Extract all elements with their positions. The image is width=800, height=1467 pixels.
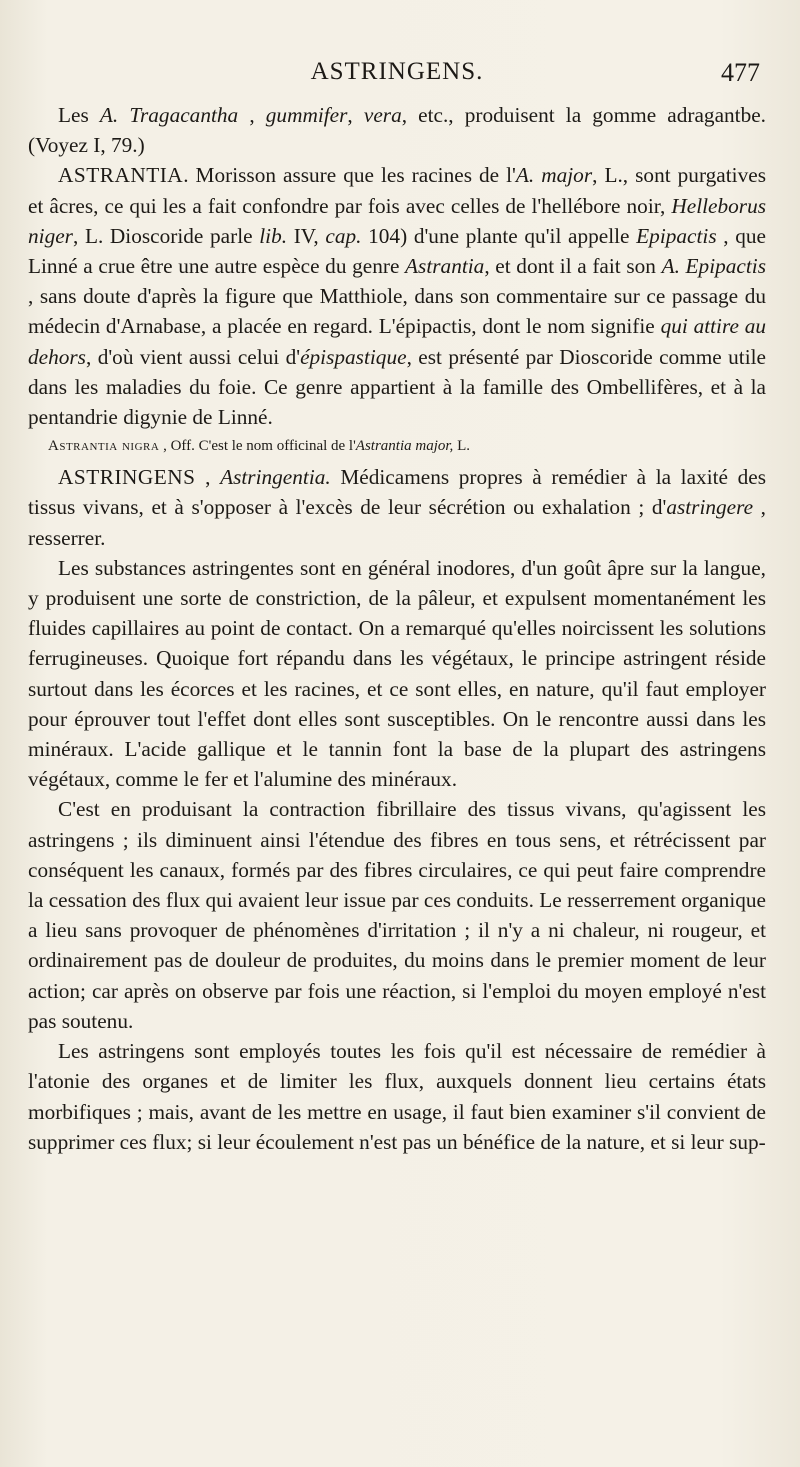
paragraph-emploi: Les astringens sont employés toutes les fois qu'il est nécessaire de remédier à l'atonie des organes et de limiter les flux, auxquels donnent lieu certains états morbifiques ; mais, avant de les mettre en usage, il faut bien examiner s'il convient de supprimer ces flux; si leur écoulement n'est pas un bénéfice de la nature, et si leur sup- xyxy=(28,1039,766,1154)
page-number: 477 xyxy=(721,58,760,87)
entry-headword: ASTRINGENS xyxy=(58,465,196,490)
entry-astrantia: ASTRANTIA. Morisson assure que les racines de l'A. major, L., sont purgatives et âcres, ce qui les a fait confondre par fois avec celles de l'hellébore noir, Helleborus niger, L. Dioscoride parle lib. IV, cap. 104) d'une plante qu'il appelle Epipactis , que Linné a crue être une autre espèce du genre Astrantia, et dont il a fait son A. Epipactis , sans doute d'après la figure que Matthiole, dans son commentaire sur ce passage du médecin d'Arnabase, a placée en regard. L'épipactis, dont le nom signifie qui attire au dehors, d'où vient aussi celui d'épispastique, est présenté par Dioscoride comme utile dans les maladies du foie. Ce genre appartient à la famille des Ombellifères, et à la pentandrie digynie de Linné. xyxy=(28,163,767,430)
paragraph-tragacantha: Les A. Tragacantha , gummifer, vera, etc., produisent la gomme adragantbe. (Voyez I, 79.) xyxy=(28,103,767,158)
entry-astringens: ASTRINGENS , Astringentia. Médicamens propres à remédier à la laxité des tissus vivans, et à s'opposer à l'excès de leur sécrétion ou exhalation ; d'astringere , resserrer. xyxy=(28,465,766,550)
running-head xyxy=(28,56,766,100)
entry-headword: ASTRANTIA xyxy=(58,163,184,188)
paragraph-substances: Les substances astringentes sont en général inodores, d'un goût âpre sur la langue, y produisent une sorte de constriction, de la pâleur, et expulsent momentanément les fluides capillaires au point de contact. On a remarqué qu'elles noircissent les solutions ferrugineuses. Quoique fort répandu dans les végétaux, le principe astringent réside surtout dans les écorces et les racines, et ce sont elles, en nature, qu'il faut employer pour éprouver tout l'effet dont elles sont susceptibles. On le rencontre aussi dans les minéraux. L'acide gallique et le tannin font la base de la plupart des astringens végétaux, comme le fer et l'alumine des minéraux. xyxy=(28,555,766,792)
running-title: ASTRINGENS. xyxy=(310,58,484,85)
subentry-astrantia-nigra: Astrantia nigra , Off. C'est le nom officinal de l'Astrantia major, L. xyxy=(48,438,470,455)
paragraph-contraction: C'est en produisant la contraction fibrillaire des tissus vivans, qu'agissent les astringens ; ils diminuent ainsi l'étendue des fibres en tous sens, et rétrécissent par conséquent les canaux, formés par des fibres circulaires, ce qui peut faire comprendre la cessation des flux qui avaient leur issue par ces conduits. Le resserrement organique a lieu sans provoquer de phénomènes d'irritation ; il n'y a ni chaleur, ni rougeur, et ordinairement pas de douleur de produites, du moins dans le premier moment de leur action; car après on observe par fois une réaction, si l'emploi du moyen employé n'est pas soutenu. xyxy=(28,797,766,1033)
